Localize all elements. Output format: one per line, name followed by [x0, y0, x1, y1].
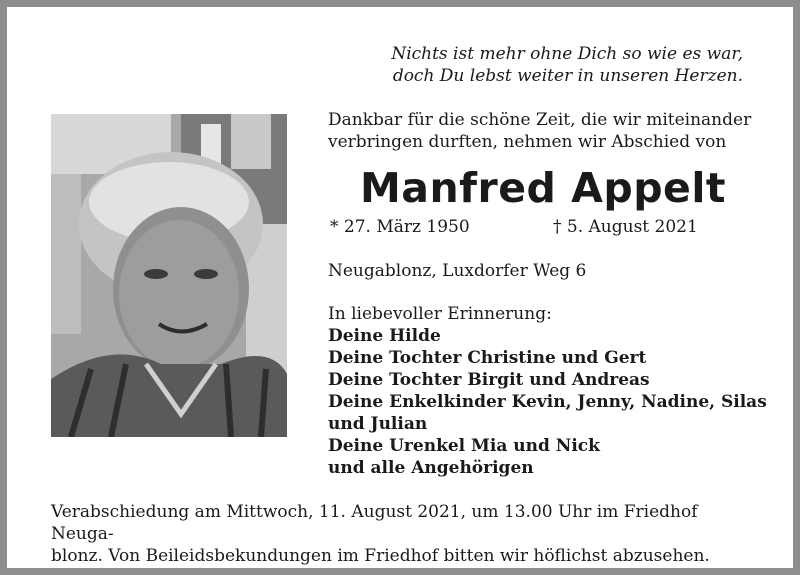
death-date: † 5. August 2021	[553, 217, 698, 237]
mourner-line: und Julian	[328, 414, 428, 434]
quote-line: Nichts ist mehr ohne Dich so wie es war,	[391, 44, 743, 64]
intro-line: verbringen durften, nehmen wir Abschied von	[328, 132, 727, 152]
farewell-line: Verabschiedung am Mittwoch, 11. August 2021, um 13.00 Uhr im Friedhof Neuga-	[51, 502, 698, 544]
memory-lead: In liebevoller Erinnerung:	[328, 304, 552, 324]
farewell-notice	[51, 501, 751, 567]
mourners-section	[328, 303, 768, 479]
quote-line: doch Du lebst weiter in unseren Herzen.	[392, 66, 743, 86]
intro-line: Dankbar für die schöne Zeit, die wir miteinander	[328, 110, 752, 130]
deceased-name: Manfred Appelt	[359, 164, 727, 212]
portrait-photo	[51, 114, 287, 437]
mourner-line: Deine Tochter Christine und Gert	[328, 348, 647, 368]
portrait-illustration	[51, 114, 287, 437]
intro-text	[328, 109, 751, 153]
mourner-line: Deine Urenkel Mia und Nick	[328, 436, 600, 456]
birth-date: * 27. März 1950	[330, 217, 470, 237]
memorial-quote	[391, 43, 743, 87]
mourner-line: Deine Enkelkinder Kevin, Jenny, Nadine, Silas	[328, 392, 767, 412]
farewell-line: blonz. Von Beileidsbekundungen im Friedhof bitten wir höflichst abzusehen.	[51, 546, 710, 566]
mourner-line: Deine Hilde	[328, 326, 441, 346]
mourner-line: und alle Angehörigen	[328, 458, 534, 478]
mourner-line: Deine Tochter Birgit und Andreas	[328, 370, 650, 390]
residence-address: Neugablonz, Luxdorfer Weg 6	[328, 261, 587, 281]
